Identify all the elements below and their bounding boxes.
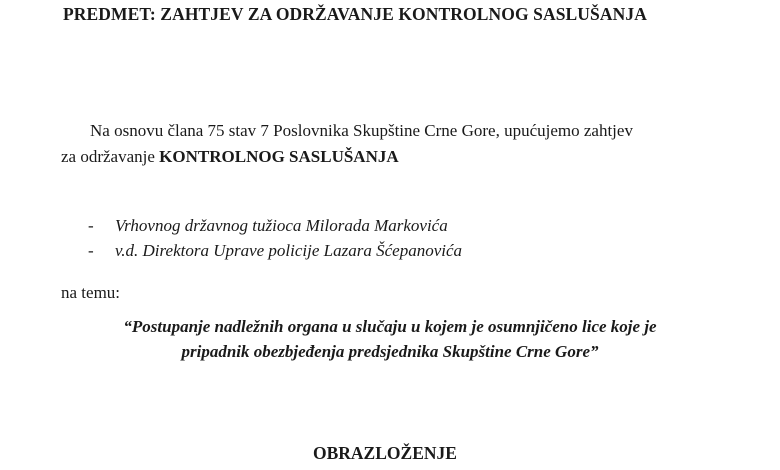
list-item bbox=[88, 213, 462, 238]
topic-quote-line-1: “Postupanje nadležnih organa u slučaju u kojem je osumnjičeno lice koje je bbox=[123, 317, 657, 336]
paragraph-line-1: Na osnovu člana 75 stav 7 Poslovnika Skupštine Crne Gore, upućujemo zahtjev bbox=[90, 121, 633, 140]
paragraph-line-2 bbox=[61, 144, 741, 170]
invitee-list bbox=[88, 213, 462, 263]
topic-quote-line-2: pripadnik obezbjeđenja predsjednika Skupštine Crne Gore” bbox=[181, 342, 599, 361]
topic-label: na temu: bbox=[61, 283, 121, 302]
request-paragraph bbox=[61, 118, 741, 170]
section-heading: OBRAZLOŽENJE bbox=[313, 443, 457, 463]
list-item-text: v.d. Direktora Uprave policije Lazara Šćepanovića bbox=[115, 241, 463, 260]
list-item bbox=[88, 238, 462, 263]
list-dash: - bbox=[88, 216, 94, 235]
list-item-text: Vrhovnog državnog tužioca Milorada Markovića bbox=[115, 216, 448, 235]
paragraph-line-2-prefix: za održavanje bbox=[61, 147, 160, 166]
topic-quote bbox=[60, 314, 720, 364]
subject-heading: PREDMET: ZAHTJEV ZA ODRŽAVANJE KONTROLNOG SASLUŠANJA bbox=[63, 4, 647, 24]
paragraph-line-2-bold: KONTROLNOG SASLUŠANJA bbox=[159, 147, 399, 166]
list-dash: - bbox=[88, 241, 94, 260]
